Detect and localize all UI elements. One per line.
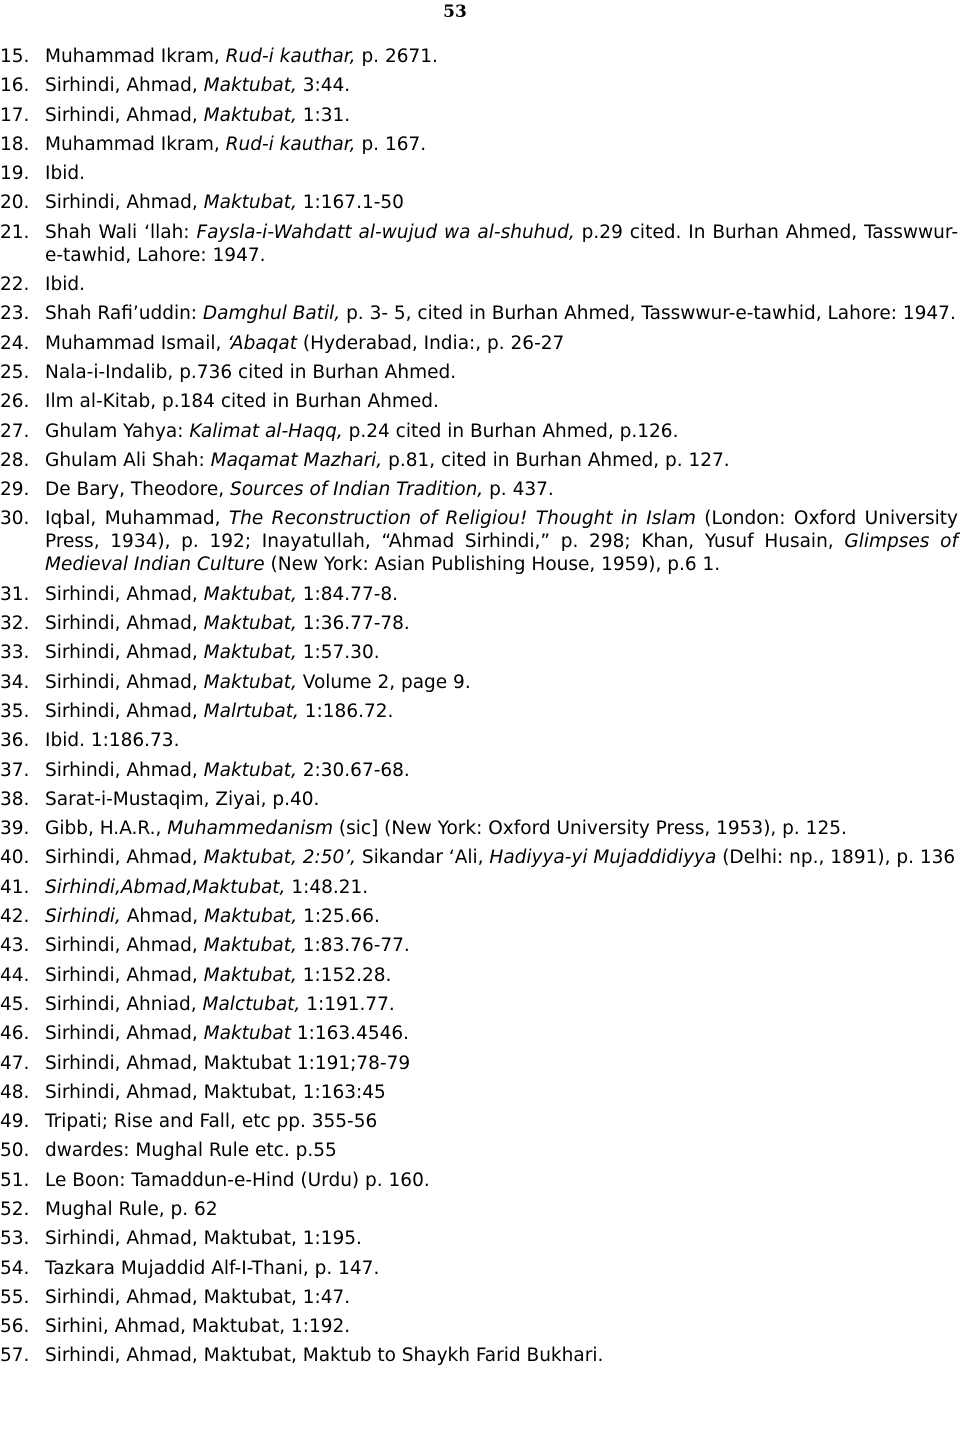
endnote-item [0,583,958,606]
endnote-title-italic: Maktubat, [203,964,297,986]
endnote-number: 55. [0,1286,30,1308]
endnote-text [45,507,958,576]
endnote-item [0,905,958,928]
endnote-item [0,221,958,267]
endnote-text-segment: De Bary, Theodore, [45,479,230,501]
endnote-number: 52. [0,1198,30,1220]
endnote-item [0,302,958,325]
endnote-number: 50. [0,1140,30,1162]
page-number: 53 [443,2,467,22]
endnote-text-segment: 1:163.4546. [290,1023,410,1045]
endnote-text-segment: Ibid. [45,163,85,185]
endnote-item [0,1198,958,1221]
endnote-text-segment: (New York: Asian Publishing House, 1959), p.6 1. [264,554,721,576]
endnote-number: 37. [0,759,30,781]
endnote-item [0,700,958,723]
endnote-text [45,1110,958,1133]
endnote-text [45,191,958,214]
endnote-text [45,612,958,635]
endnote-text [45,1344,958,1367]
endnote-item [0,478,958,501]
endnote-title-italic: Malctubat, [202,993,301,1015]
endnote-text-segment: Sirhindi, Ahmad, Maktubat, 1:163:45 [45,1081,386,1103]
endnote-text-segment: p. 3- 5, cited in Burhan Ahmed, Tasswwur-e-tawhid, Lahore: 1947. [340,303,956,325]
endnote-text [45,221,958,267]
endnote-text-segment: Ghulam Ali Shah: [45,449,211,471]
endnote-text-segment: Sirhindi, Ahmad, [45,583,204,605]
endnote-text-segment: Sarat-i-Mustaqim, Ziyai, p.40. [45,788,320,810]
endnote-text-segment: Sirhindi, Ahmad, [45,104,204,126]
endnote-number: 43. [0,935,30,957]
endnote-text-segment: Shah Wali ‘llah: [45,221,197,243]
endnote-title-italic: Maqamat Mazhari, [210,449,383,471]
endnote-text-segment: Sirhini, Ahmad, Maktubat, 1:192. [45,1316,351,1338]
endnote-text-segment: 1:83.76-77. [296,935,410,957]
endnote-item [0,1286,958,1309]
endnote-text-segment: 1:25.66. [297,906,380,928]
endnote-text-segment: Tazkara Mujaddid Alf-I-Thani, p. 147. [45,1257,380,1279]
endnote-number: 53. [0,1228,30,1250]
endnote-number: 25. [0,361,30,383]
endnote-item [0,641,958,664]
endnote-title-italic: Maktubat, [203,671,297,693]
endnote-item [0,133,958,156]
endnote-text [45,1081,958,1104]
endnote-title-italic: Maktubat, [203,104,297,126]
endnote-text-segment: Sirhindi, Ahmad, [45,613,204,635]
endnote-text-segment: Sirhindi, Ahmad, [45,700,204,722]
endnote-title-italic: Maktubat [203,1023,291,1045]
endnote-number: 27. [0,420,30,442]
endnote-number: 48. [0,1081,30,1103]
endnote-text [45,133,958,156]
endnote-title-italic: Maktubat, [203,192,297,214]
endnote-number: 33. [0,642,30,664]
endnote-item [0,876,958,899]
endnote-number: 46. [0,1023,30,1045]
endnote-number: 15. [0,46,30,67]
endnote-text [45,1052,958,1075]
endnote-text [45,332,958,355]
endnote-text-segment: Ibid. 1:186.73. [45,730,180,752]
endnote-text [45,162,958,185]
endnote-number: 34. [0,671,30,693]
endnote-item [0,934,958,957]
endnote-text-segment: Sirhindi, Ahmad, [45,964,204,986]
endnote-text-segment: p. 167. [355,133,427,155]
endnote-text-segment: Volume 2, page 9. [296,671,471,693]
endnote-number: 49. [0,1111,30,1133]
endnote-text-segment: 1:152.28. [296,964,392,986]
endnote-text [45,273,958,296]
endnote-text [45,905,958,928]
endnote-text-segment: (sic] (New York: Oxford University Press, 1953), p. 125. [333,818,847,840]
endnote-text-segment: p. 2671. [355,46,438,67]
endnote-text [45,302,958,325]
endnote-text [45,1022,958,1045]
endnote-text [45,74,958,97]
endnotes-list [0,45,958,1374]
endnote-item [0,1257,958,1280]
endnote-text-segment: Muhammad Ikram, [45,133,226,155]
endnote-text-segment: Sirhindi, Ahmad, [45,75,204,97]
endnote-text-segment: 1:57.30. [296,642,380,664]
endnote-number: 28. [0,449,30,471]
endnote-item [0,846,958,869]
endnote-text-segment: Sirhindi, Ahmad, [45,759,204,781]
endnote-title-italic: Maktubat, [203,642,297,664]
endnote-text-segment: (Delhi: np., 1891), p. 136 [716,847,956,869]
endnote-text [45,729,958,752]
endnote-title-italic: Maktubat, [203,935,297,957]
endnote-item [0,964,958,987]
endnote-text-segment: Gibb, H.A.R., [45,818,168,840]
endnote-number: 51. [0,1169,30,1191]
endnote-item [0,104,958,127]
endnote-number: 18. [0,133,30,155]
endnote-text [45,478,958,501]
endnote-text-segment: Sirhindi, Ahmad, Maktubat 1:191;78-79 [45,1052,411,1074]
endnote-title-italic: Maktubat, [203,906,298,928]
endnote-title-italic: Kalimat al-Haqq, [189,420,343,442]
endnote-text-segment: Ibid. [45,274,85,296]
endnote-text [45,700,958,723]
endnote-title-italic: Maktubat, 2:50’, [203,847,357,869]
endnote-text [45,876,958,899]
endnote-text-segment: Sirhindi, Ahmad, [45,192,204,214]
endnote-text-segment: 1:36.77-78. [296,613,410,635]
endnote-title-italic: Maktubat, [203,613,297,635]
endnote-item [0,1315,958,1338]
endnote-text-segment: Ilm al-Kitab, p.184 cited in Burhan Ahmed. [45,391,439,413]
endnote-text [45,361,958,384]
endnote-text-segment: (Hyderabad, India:, p. 26-27 [297,332,565,354]
endnote-number: 40. [0,847,30,869]
endnote-text [45,449,958,472]
endnote-title-italic: Muhammedanism [167,818,334,840]
endnote-number: 16. [0,75,30,97]
endnote-item [0,1227,958,1250]
endnote-text [45,104,958,127]
endnote-text [45,1315,958,1338]
endnote-item [0,420,958,443]
endnote-text-segment: p.29 cited. In Burhan Ahmed, Tasswwur-e-tawhid, Lahore: 1947. [45,221,959,266]
endnote-item [0,612,958,635]
endnote-text [45,1227,958,1250]
endnote-text [45,641,958,664]
endnote-text-segment: Sirhindi, Ahmad, [45,671,204,693]
endnote-title-italic: Rud-i kauthar, [225,46,356,67]
endnote-number: 57. [0,1345,30,1367]
endnote-text-segment: Le Boon: Tamaddun-e-Hind (Urdu) p. 160. [45,1169,430,1191]
endnote-text [45,788,958,811]
endnote-text-segment: 1:186.72. [298,700,394,722]
endnote-item [0,1169,958,1192]
endnote-item [0,788,958,811]
endnote-text-segment: 1:48.21. [285,876,369,898]
endnote-text [45,934,958,957]
endnote-number: 32. [0,613,30,635]
endnote-title-italic: Maktubat, [203,583,297,605]
endnote-number: 20. [0,192,30,214]
endnote-text-segment: p. 437. [483,479,554,501]
endnote-text-segment: Shah Rafi’uddin: [45,303,203,325]
endnote-number: 29. [0,479,30,501]
endnote-item [0,507,958,576]
endnote-number: 38. [0,788,30,810]
endnote-item [0,1052,958,1075]
endnote-text-segment: p.81, cited in Burhan Ahmed, p. 127. [382,449,730,471]
endnote-text [45,1139,958,1162]
endnote-number: 54. [0,1257,30,1279]
endnote-title-italic: Sirhindi,Abmad,Maktubat, [45,876,286,898]
endnote-item [0,162,958,185]
endnote-number: 45. [0,993,30,1015]
endnote-text-segment: Sirhindi, Ahmad, Maktubat, 1:47. [45,1286,351,1308]
endnote-text-segment: Sirhindi, Ahniad, [45,993,203,1015]
endnote-number: 22. [0,274,30,296]
endnote-text-segment: 2:30.67-68. [296,759,410,781]
endnote-text [45,420,958,443]
endnote-text [45,964,958,987]
endnote-title-italic: Maktubat, [203,759,297,781]
endnote-title-italic: Hadiyya-yi Mujaddidiyya [489,847,717,869]
endnote-item [0,1110,958,1133]
endnote-item [0,273,958,296]
endnote-item [0,449,958,472]
endnote-number: 47. [0,1052,30,1074]
endnote-text-segment: Ahmad, [120,906,204,928]
endnote-item [0,1081,958,1104]
endnote-number: 21. [0,221,30,243]
endnote-item [0,332,958,355]
endnote-number: 26. [0,391,30,413]
endnote-text-segment: dwardes: Mughal Rule etc. p.55 [45,1140,337,1162]
endnote-number: 35. [0,700,30,722]
endnote-text [45,1257,958,1280]
endnote-item [0,729,958,752]
endnote-number: 42. [0,906,30,928]
endnote-number: 30. [0,508,30,530]
endnote-number: 39. [0,818,30,840]
endnote-number: 31. [0,583,30,605]
endnote-text [45,1286,958,1309]
endnote-item [0,74,958,97]
endnote-item [0,1344,958,1367]
endnote-text-segment: Iqbal, Muhammad, [45,508,229,530]
endnote-text-segment: 1:84.77-8. [296,583,399,605]
endnote-number: 56. [0,1316,30,1338]
endnote-text-segment: 1:167.1-50 [296,192,404,214]
endnote-text-segment: Mughal Rule, p. 62 [45,1198,218,1220]
endnote-number: 44. [0,964,30,986]
endnote-text-segment: Muhammad Ismail, [45,332,228,354]
endnote-title-italic: ‘Abaqat [227,332,298,354]
endnote-item [0,45,958,68]
endnote-text-segment: Nala-i-Indalib, p.736 cited in Burhan Ahmed. [45,361,457,383]
endnote-text [45,817,958,840]
endnote-text [45,1198,958,1221]
endnote-text-segment: p.24 cited in Burhan Ahmed, p.126. [342,420,679,442]
endnote-title-italic: Rud-i kauthar, [225,133,356,155]
endnote-text-segment: Muhammad Ikram, [45,46,226,67]
endnote-text-segment: (London: Oxford University Press, 1934), p. 192; Inayatullah, “Ahmad Sirhindi,” p. 298; Khan, Yusuf Husain, [45,508,958,553]
endnote-text-segment: Sirhindi, Ahmad, Maktubat, Maktub to Shaykh Farid Bukhari. [45,1345,604,1367]
endnote-text-segment: Sirhindi, Ahmad, [45,847,204,869]
endnote-number: 36. [0,730,30,752]
endnote-text [45,390,958,413]
endnote-text-segment: 3:44. [296,75,351,97]
endnote-title-italic: Malrtubat, [203,700,299,722]
endnote-title-italic: Faysla-i-Wahdatt al-wujud wa al-shuhud, [196,221,575,243]
endnote-text-segment: Sikandar ‘Ali, [356,847,490,869]
endnote-text [45,993,958,1016]
endnote-text-segment: Sirhindi, Ahmad, [45,1023,204,1045]
endnote-item [0,1022,958,1045]
endnote-title-italic: Maktubat, [203,75,297,97]
endnote-title-italic: Sirhindi, [45,906,121,928]
endnote-number: 41. [0,876,30,898]
endnote-title-italic: Damghul Batil, [202,303,341,325]
endnote-text-segment: Sirhindi, Ahmad, [45,642,204,664]
endnote-title-italic: The Reconstruction of Religiou! Thought in Islam [228,508,696,530]
endnote-title-italic: Sources of Indian Tradition, [229,479,484,501]
endnote-item [0,671,958,694]
endnote-text-segment: 1:31. [296,104,351,126]
endnote-text-segment: Ghulam Yahya: [45,420,190,442]
endnote-item [0,361,958,384]
endnote-text-segment: Sirhindi, Ahmad, [45,935,204,957]
endnote-number: 23. [0,303,30,325]
endnote-item [0,1139,958,1162]
endnote-text [45,1169,958,1192]
endnote-number: 24. [0,332,30,354]
endnote-text [45,846,958,869]
endnote-text [45,45,958,68]
endnote-text [45,671,958,694]
endnote-text-segment: Sirhindi, Ahmad, Maktubat, 1:195. [45,1228,362,1250]
endnote-item [0,191,958,214]
endnote-text [45,583,958,606]
endnote-number: 17. [0,104,30,126]
endnote-item [0,993,958,1016]
endnote-text-segment: 1:191.77. [300,993,395,1015]
endnote-text [45,759,958,782]
endnote-item [0,759,958,782]
endnote-number: 19. [0,163,30,185]
endnote-text-segment: Tripati; Rise and Fall, etc pp. 355-56 [45,1111,378,1133]
endnote-item [0,390,958,413]
endnote-item [0,817,958,840]
endnote-title-italic: Glimpses of Medieval Indian Culture [45,531,958,576]
